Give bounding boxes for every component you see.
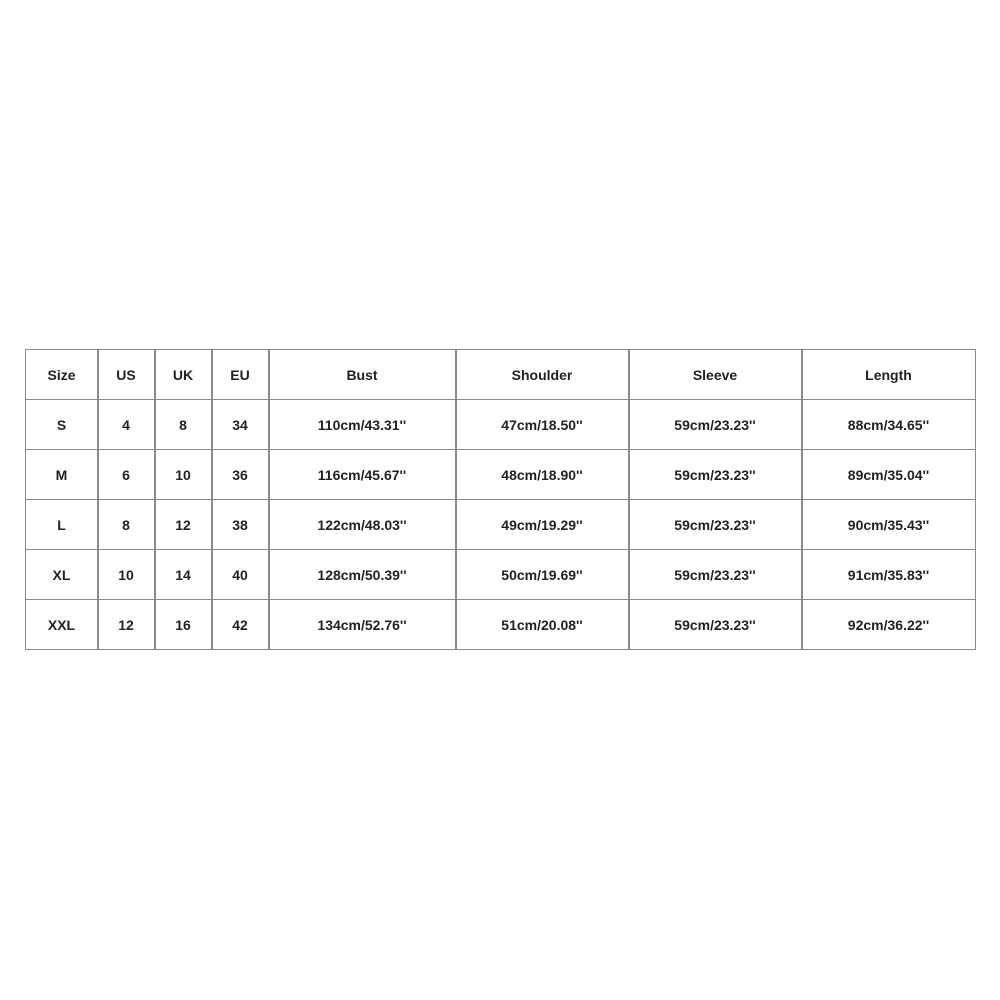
- cell-bust: 116cm/45.67'': [269, 450, 456, 500]
- cell-size: M: [26, 450, 98, 500]
- cell-sleeve: 59cm/23.23'': [629, 400, 802, 450]
- cell-length: 92cm/36.22'': [802, 600, 976, 650]
- header-shoulder: Shoulder: [456, 350, 629, 400]
- cell-us: 12: [98, 600, 155, 650]
- cell-shoulder: 50cm/19.69'': [456, 550, 629, 600]
- cell-uk: 16: [155, 600, 212, 650]
- header-length: Length: [802, 350, 976, 400]
- cell-length: 90cm/35.43'': [802, 500, 976, 550]
- cell-us: 8: [98, 500, 155, 550]
- cell-size: XL: [26, 550, 98, 600]
- cell-us: 6: [98, 450, 155, 500]
- header-size: Size: [26, 350, 98, 400]
- cell-bust: 110cm/43.31'': [269, 400, 456, 450]
- cell-shoulder: 51cm/20.08'': [456, 600, 629, 650]
- table-row: [26, 400, 976, 450]
- cell-eu: 36: [212, 450, 269, 500]
- cell-us: 10: [98, 550, 155, 600]
- cell-bust: 128cm/50.39'': [269, 550, 456, 600]
- cell-eu: 38: [212, 500, 269, 550]
- cell-uk: 12: [155, 500, 212, 550]
- cell-length: 91cm/35.83'': [802, 550, 976, 600]
- cell-eu: 34: [212, 400, 269, 450]
- table-header-row: [26, 350, 976, 400]
- cell-length: 89cm/35.04'': [802, 450, 976, 500]
- cell-size: L: [26, 500, 98, 550]
- cell-eu: 42: [212, 600, 269, 650]
- header-eu: EU: [212, 350, 269, 400]
- table-row: [26, 550, 976, 600]
- cell-us: 4: [98, 400, 155, 450]
- header-sleeve: Sleeve: [629, 350, 802, 400]
- cell-shoulder: 48cm/18.90'': [456, 450, 629, 500]
- cell-shoulder: 49cm/19.29'': [456, 500, 629, 550]
- cell-uk: 8: [155, 400, 212, 450]
- table-row: [26, 450, 976, 500]
- cell-eu: 40: [212, 550, 269, 600]
- cell-sleeve: 59cm/23.23'': [629, 500, 802, 550]
- cell-uk: 10: [155, 450, 212, 500]
- cell-bust: 122cm/48.03'': [269, 500, 456, 550]
- cell-uk: 14: [155, 550, 212, 600]
- cell-length: 88cm/34.65'': [802, 400, 976, 450]
- cell-sleeve: 59cm/23.23'': [629, 600, 802, 650]
- cell-sleeve: 59cm/23.23'': [629, 550, 802, 600]
- table-row: [26, 600, 976, 650]
- cell-shoulder: 47cm/18.50'': [456, 400, 629, 450]
- size-chart-table: [25, 349, 976, 650]
- cell-sleeve: 59cm/23.23'': [629, 450, 802, 500]
- cell-size: XXL: [26, 600, 98, 650]
- table-row: [26, 500, 976, 550]
- header-us: US: [98, 350, 155, 400]
- cell-size: S: [26, 400, 98, 450]
- header-uk: UK: [155, 350, 212, 400]
- cell-bust: 134cm/52.76'': [269, 600, 456, 650]
- header-bust: Bust: [269, 350, 456, 400]
